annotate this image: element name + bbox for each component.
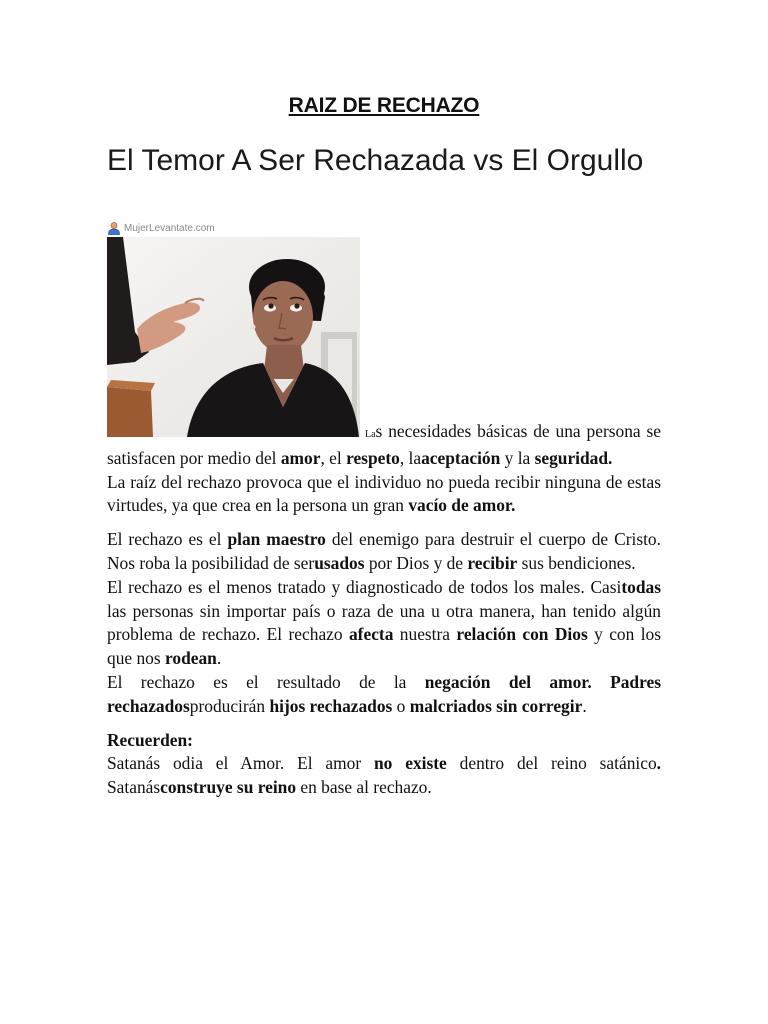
paragraph-root-rejection: La raíz del rechazo provoca que el individuo no pueda recibir ninguna de estas virtudes, ya que crea en la persona un gran vacío de amor.: [107, 471, 661, 516]
article-headline: El Temor A Ser Rechazada vs El Orgullo: [107, 144, 644, 177]
bold-malcriados: malcriados sin corregir: [409, 695, 583, 716]
bold-afecta: afecta: [348, 624, 394, 645]
paragraph-satan: Satanás odia el Amor. El amor no existe dentro del reino satánico. Satanásconstruye su reino en base al rechazo.: [107, 753, 661, 798]
drop-text: La: [365, 429, 376, 440]
paragraph-negation-of-love: El rechazo es el resultado de la negación del amor. Padres rechazadosproducirán hijos rechazados o malcriados sin corregir.: [107, 671, 661, 716]
article-body: [107, 420, 661, 800]
source-label: MujerLevantate.com: [124, 222, 215, 234]
woman-looking-up-photo: [107, 237, 360, 437]
bold-rodean: rodean: [164, 648, 217, 669]
bold-seguridad: seguridad.: [534, 447, 613, 468]
bold-no-existe: no existe: [374, 753, 447, 774]
article-photo: [107, 237, 360, 437]
bold-construye-su-reino: construye su reino: [160, 777, 297, 798]
bold-recibir: recibir: [467, 552, 518, 573]
bold-aceptacion: aceptación: [421, 447, 501, 468]
bold-negacion: negación del amor. Padres rechazados: [107, 671, 661, 716]
bold-relacion-con-dios: relación con Dios: [456, 624, 588, 645]
paragraph-basic-needs: Las necesidades básicas de una persona se satisfacen por medio del amor, el respeto, laaceptación y la seguridad.: [107, 421, 661, 468]
bold-plan-maestro: plan maestro: [227, 529, 326, 550]
bold-usados: usados: [314, 552, 365, 573]
bold-amor: amor: [280, 447, 321, 468]
bold-recuerden: Recuerden:: [107, 729, 193, 750]
bold-respeto: respeto: [346, 447, 400, 468]
bold-todas: todas: [621, 576, 661, 597]
source-credit: [107, 220, 215, 236]
bold-hijos-rechazados: hijos rechazados: [269, 695, 393, 716]
user-icon: [107, 221, 121, 235]
paragraph-least-treated: El rechazo es el menos tratado y diagnosticado de todos los males. Casitodas las personas sin importar país o raza de una u otra manera, han tenido algún problema de rechazo. El rechazo afecta nuestra relación con Dios y con los que nos rodean.: [107, 576, 661, 669]
paragraph-recuerden: [107, 729, 661, 753]
document-title: RAIZ DE RECHAZO: [288, 94, 480, 117]
paragraph-master-plan: El rechazo es el plan maestro del enemigo para destruir el cuerpo de Cristo. Nos roba la posibilidad de serusados por Dios y de recibir sus bendiciones.: [107, 529, 661, 573]
bold-vacio-de-amor: vacío de amor.: [408, 495, 516, 516]
